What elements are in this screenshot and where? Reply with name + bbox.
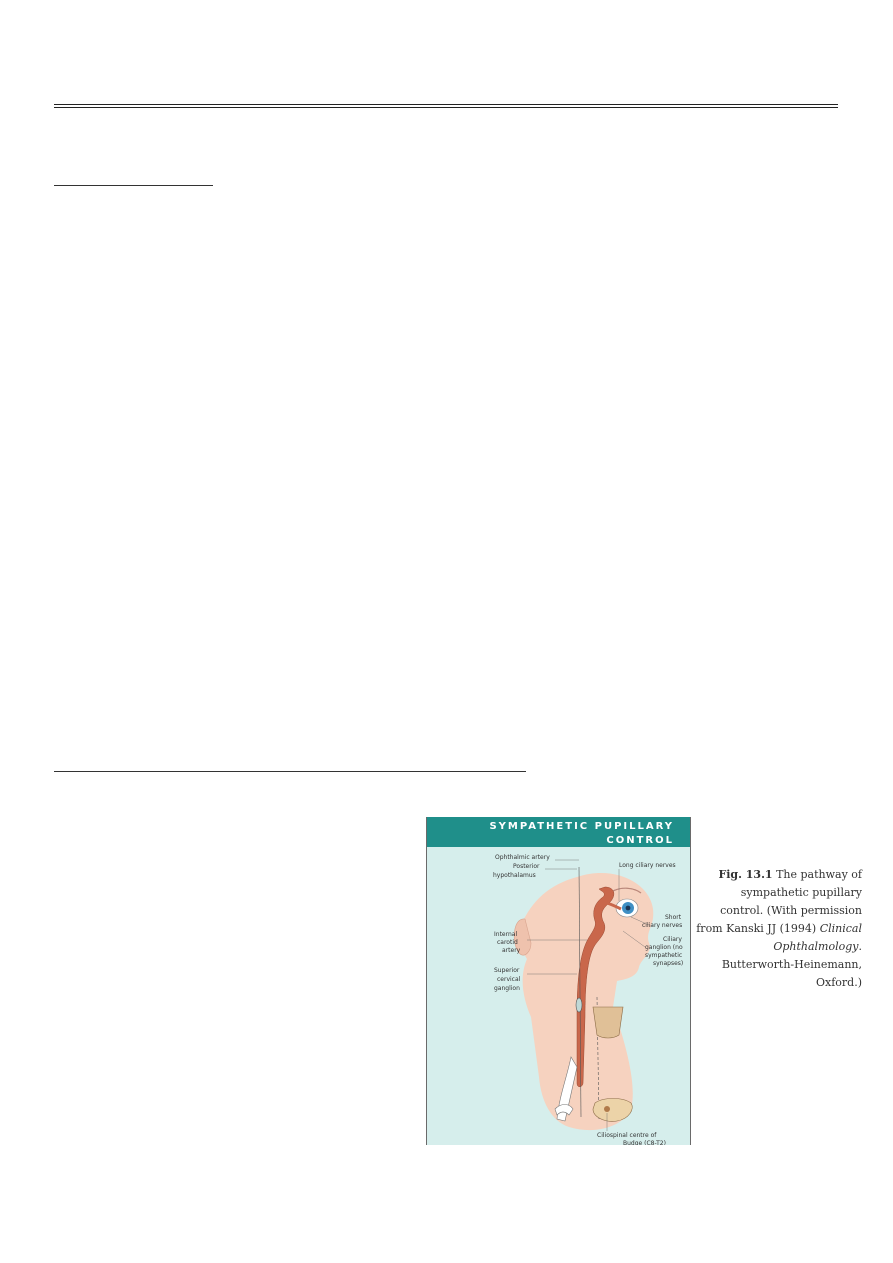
label-ophthalmic-artery: Ophthalmic artery bbox=[495, 854, 550, 861]
caption-line3: control. (With permission bbox=[720, 904, 862, 917]
section-heading-underline-1 bbox=[54, 185, 213, 186]
caption-line1: The pathway of bbox=[772, 868, 862, 881]
caption-fig-number: Fig. 13.1 bbox=[718, 868, 773, 881]
label-carotid: carotid bbox=[497, 939, 518, 946]
caption-line6: Butterworth-Heinemann, bbox=[721, 958, 862, 971]
label-short: Short bbox=[665, 914, 682, 921]
pupil bbox=[626, 906, 631, 911]
figure-sympathetic-pupillary-control bbox=[426, 817, 691, 1145]
figure-header-line2: CONTROL bbox=[606, 835, 674, 846]
figure-header-line1: SYMPATHETIC PUPILLARY bbox=[489, 821, 674, 832]
section-heading-underline-2 bbox=[54, 771, 526, 772]
label-budge: Budge (C8-T2) bbox=[623, 1140, 666, 1145]
label-cervical: cervical bbox=[497, 976, 521, 983]
label-artery: artery bbox=[502, 947, 521, 954]
label-internal: Internal bbox=[494, 931, 518, 938]
label-ciliospinal: Ciliospinal centre of bbox=[597, 1132, 657, 1139]
caption-book-title-1: Clinical bbox=[819, 922, 862, 935]
label-ganglion-no: ganglion (no bbox=[645, 944, 683, 951]
spinal-segment bbox=[593, 1099, 632, 1122]
caption-line5: . bbox=[858, 940, 862, 953]
vertebra bbox=[593, 1007, 623, 1038]
header-rule bbox=[54, 104, 838, 108]
figure-caption bbox=[682, 866, 862, 992]
label-synapses: synapses) bbox=[653, 960, 684, 967]
label-ganglion: ganglion bbox=[494, 985, 520, 992]
caption-line4: from Kanski JJ (1994) bbox=[696, 922, 820, 935]
label-posterior: Posterior bbox=[513, 863, 540, 870]
label-hypothalamus: hypothalamus bbox=[493, 872, 536, 879]
caption-line7: Oxford.) bbox=[815, 976, 862, 989]
figure-header bbox=[427, 817, 690, 847]
superior-cervical-ganglion bbox=[576, 998, 582, 1012]
spinal-center bbox=[604, 1106, 610, 1112]
caption-line2: sympathetic pupillary bbox=[740, 886, 862, 899]
label-superior: Superior bbox=[494, 967, 520, 974]
label-ciliary-nerves: ciliary nerves bbox=[642, 922, 683, 929]
caption-book-title-2: Ophthalmology bbox=[773, 940, 859, 953]
label-long-ciliary: Long ciliary nerves bbox=[619, 862, 676, 869]
label-ciliary: Ciliary bbox=[663, 936, 682, 943]
label-sympathetic: sympathetic bbox=[645, 952, 683, 959]
pathway-illustration bbox=[427, 847, 690, 1145]
